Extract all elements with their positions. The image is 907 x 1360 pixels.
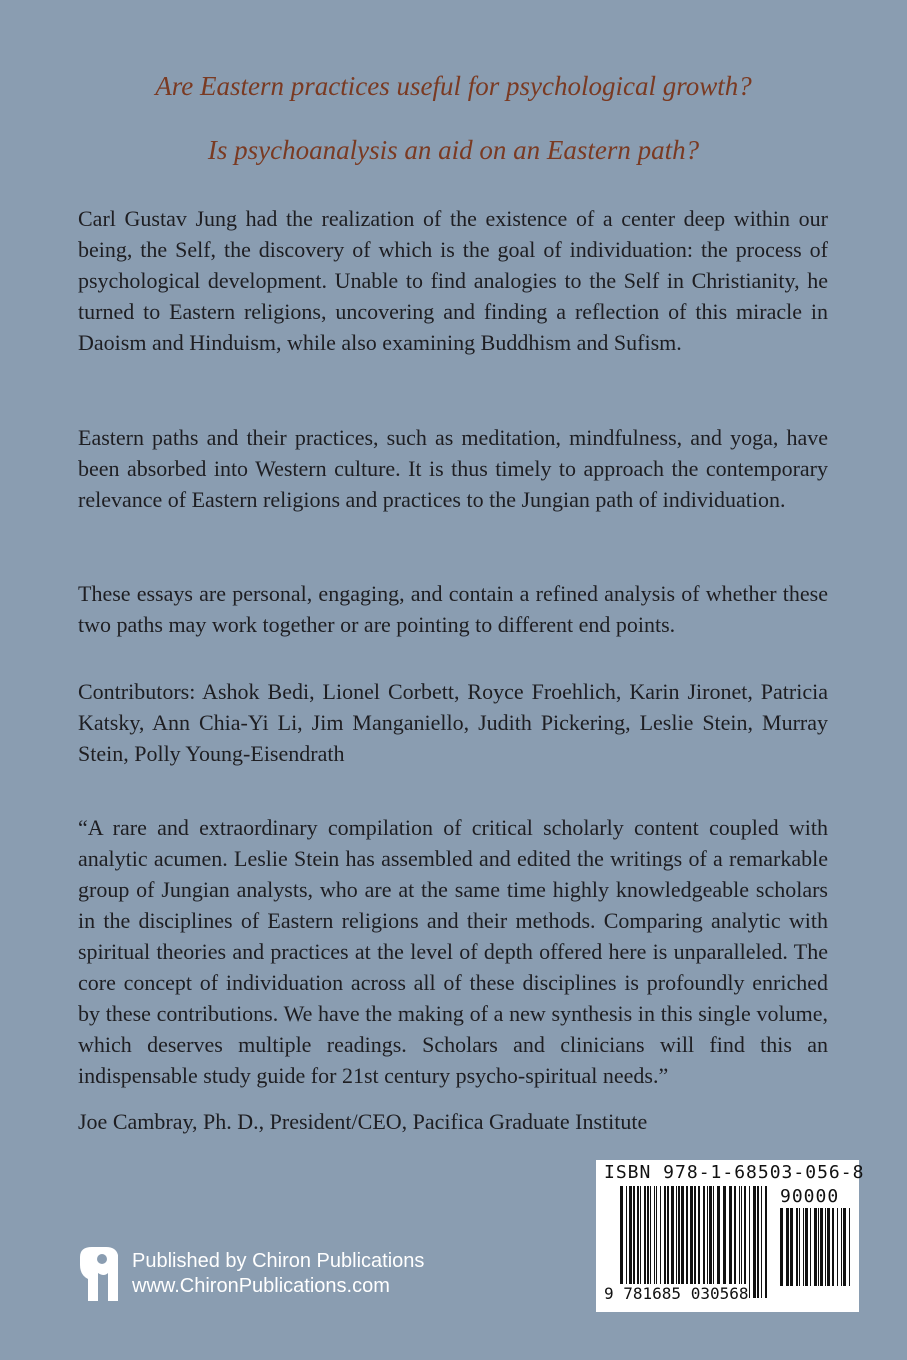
chiron-logo-icon — [76, 1243, 122, 1303]
barcode-bar — [654, 1186, 655, 1298]
barcode-bar — [694, 1186, 696, 1298]
barcode-bar — [723, 1186, 726, 1298]
barcode-bar — [729, 1186, 732, 1298]
barcode-bar — [843, 1208, 846, 1286]
barcode-digits: 9 781685 030568 — [604, 1284, 749, 1303]
barcode-bar — [818, 1208, 819, 1286]
barcode-bar — [640, 1186, 641, 1298]
barcode-bar — [749, 1186, 750, 1298]
barcode-bar — [644, 1186, 646, 1298]
tagline-question-2: Is psychoanalysis an aid on an Eastern path? — [207, 135, 700, 165]
barcode-bar — [753, 1186, 756, 1298]
barcode-bar — [810, 1208, 811, 1286]
barcode-bar — [837, 1208, 838, 1286]
barcode-bar — [698, 1186, 700, 1298]
barcode-bar — [814, 1208, 817, 1286]
barcode-bar — [757, 1186, 759, 1298]
barcode-bar — [650, 1186, 651, 1298]
description-paragraph-eastern-paths: Eastern paths and their practices, such as meditation, mindfulness, and yoga, have been absorbed into Western culture. It is thus timely to approach the contemporary relevance of Eastern religions and practices to the Jungian path of individuation. — [78, 425, 828, 512]
barcode-bar — [707, 1186, 708, 1298]
barcode-bar — [637, 1186, 639, 1298]
barcode-bar — [660, 1186, 661, 1298]
isbn-number: ISBN 978-1-68503-056-8 — [604, 1162, 865, 1183]
barcode-bar — [703, 1186, 705, 1298]
barcode-bar — [629, 1186, 632, 1298]
barcode-bar — [841, 1208, 842, 1286]
publisher-name: Published by Chiron Publications — [132, 1250, 425, 1272]
barcode-bar — [717, 1186, 720, 1298]
barcode-bar — [825, 1208, 826, 1286]
description-paragraph-essays: These essays are personal, engaging, and contain a refined analysis of whether these two paths may work together or are pointing to different end points. — [78, 581, 828, 637]
barcode-bar — [827, 1208, 830, 1286]
barcode-bar — [805, 1208, 808, 1286]
barcode-bar — [647, 1186, 649, 1298]
barcode-bar — [799, 1208, 800, 1286]
barcode-bar — [734, 1186, 736, 1298]
barcode-bar — [849, 1208, 850, 1286]
barcode-bar — [633, 1186, 635, 1298]
barcode-bar — [820, 1208, 823, 1286]
barcode-bar — [790, 1208, 793, 1286]
ean-barcode-bars — [620, 1186, 770, 1298]
barcode-bar — [671, 1186, 674, 1298]
barcode-bar — [739, 1186, 740, 1298]
barcode-bar — [741, 1186, 742, 1298]
price-addon-bars — [780, 1208, 850, 1286]
publisher-block — [76, 1243, 496, 1303]
barcode-bar — [744, 1186, 746, 1298]
barcode-bar — [780, 1208, 783, 1286]
barcode-bar — [690, 1186, 693, 1298]
barcode-bar — [656, 1186, 657, 1298]
publisher-website[interactable]: www.ChironPublications.com — [132, 1275, 390, 1297]
barcode-bar — [786, 1208, 789, 1286]
endorsement-attribution: Joe Cambray, Ph. D., President/CEO, Pacifica Graduate Institute — [78, 1109, 648, 1134]
barcode-bar — [667, 1186, 669, 1298]
barcode-bar — [709, 1186, 712, 1298]
barcode-bar — [676, 1186, 677, 1298]
price-code: 90000 — [780, 1186, 840, 1207]
endorsement-quote: “A rare and extraordinary compilation of critical scholarly content coupled with analytic acumen. Leslie Stein has assembled and edited the writings of a remarkable group of Jungian analysts, who are at the same time highly knowledgeable scholars in the disciplines of Eastern religions and their methods. Comparing analytic with spiritual theories and practices at the level of depth offered here is unparalleled. The core concept of individuation across all of these disciplines is profoundly enriched by these contributions. We have the making of a new synthesis in this single volume, which deserves multiple readings. Scholars and clinicians will find this an indispensable study guide for 21st century psycho-spiritual needs.” — [78, 815, 828, 1088]
barcode-bar — [681, 1186, 684, 1298]
barcode-bar — [664, 1186, 666, 1298]
barcode-bar — [678, 1186, 680, 1298]
barcode-bar — [796, 1208, 798, 1286]
contributors-paragraph: Contributors: Ashok Bedi, Lionel Corbett, Royce Froehlich, Karin Jironet, Patricia Katsky, Ann Chia-Yi Li, Jim Manganiello, Judith Pickering, Leslie Stein, Murray Stein, Polly Young-Eisendrath — [78, 679, 828, 766]
barcode-bar — [803, 1208, 804, 1286]
barcode-bar — [765, 1186, 767, 1298]
barcode-bar — [761, 1186, 762, 1298]
barcode-bar — [686, 1186, 688, 1298]
isbn-barcode — [596, 1160, 865, 1312]
barcode-bar — [620, 1186, 623, 1298]
description-paragraph-jung: Carl Gustav Jung had the realization of the existence of a center deep within our being, the Self, the discovery of which is the goal of individuation: the process of psychological development. Unable to find analogies to the Self in Christianity, he turned to Eastern religions, uncovering and finding a reflection of this miracle in Daoism and Hinduism, while also examining Buddhism and Sufism. — [78, 206, 828, 355]
barcode-bar — [713, 1186, 714, 1298]
barcode-bar — [626, 1186, 627, 1298]
barcode-bar — [832, 1208, 834, 1286]
tagline-question-1: Are Eastern practices useful for psychological growth? — [155, 71, 752, 101]
